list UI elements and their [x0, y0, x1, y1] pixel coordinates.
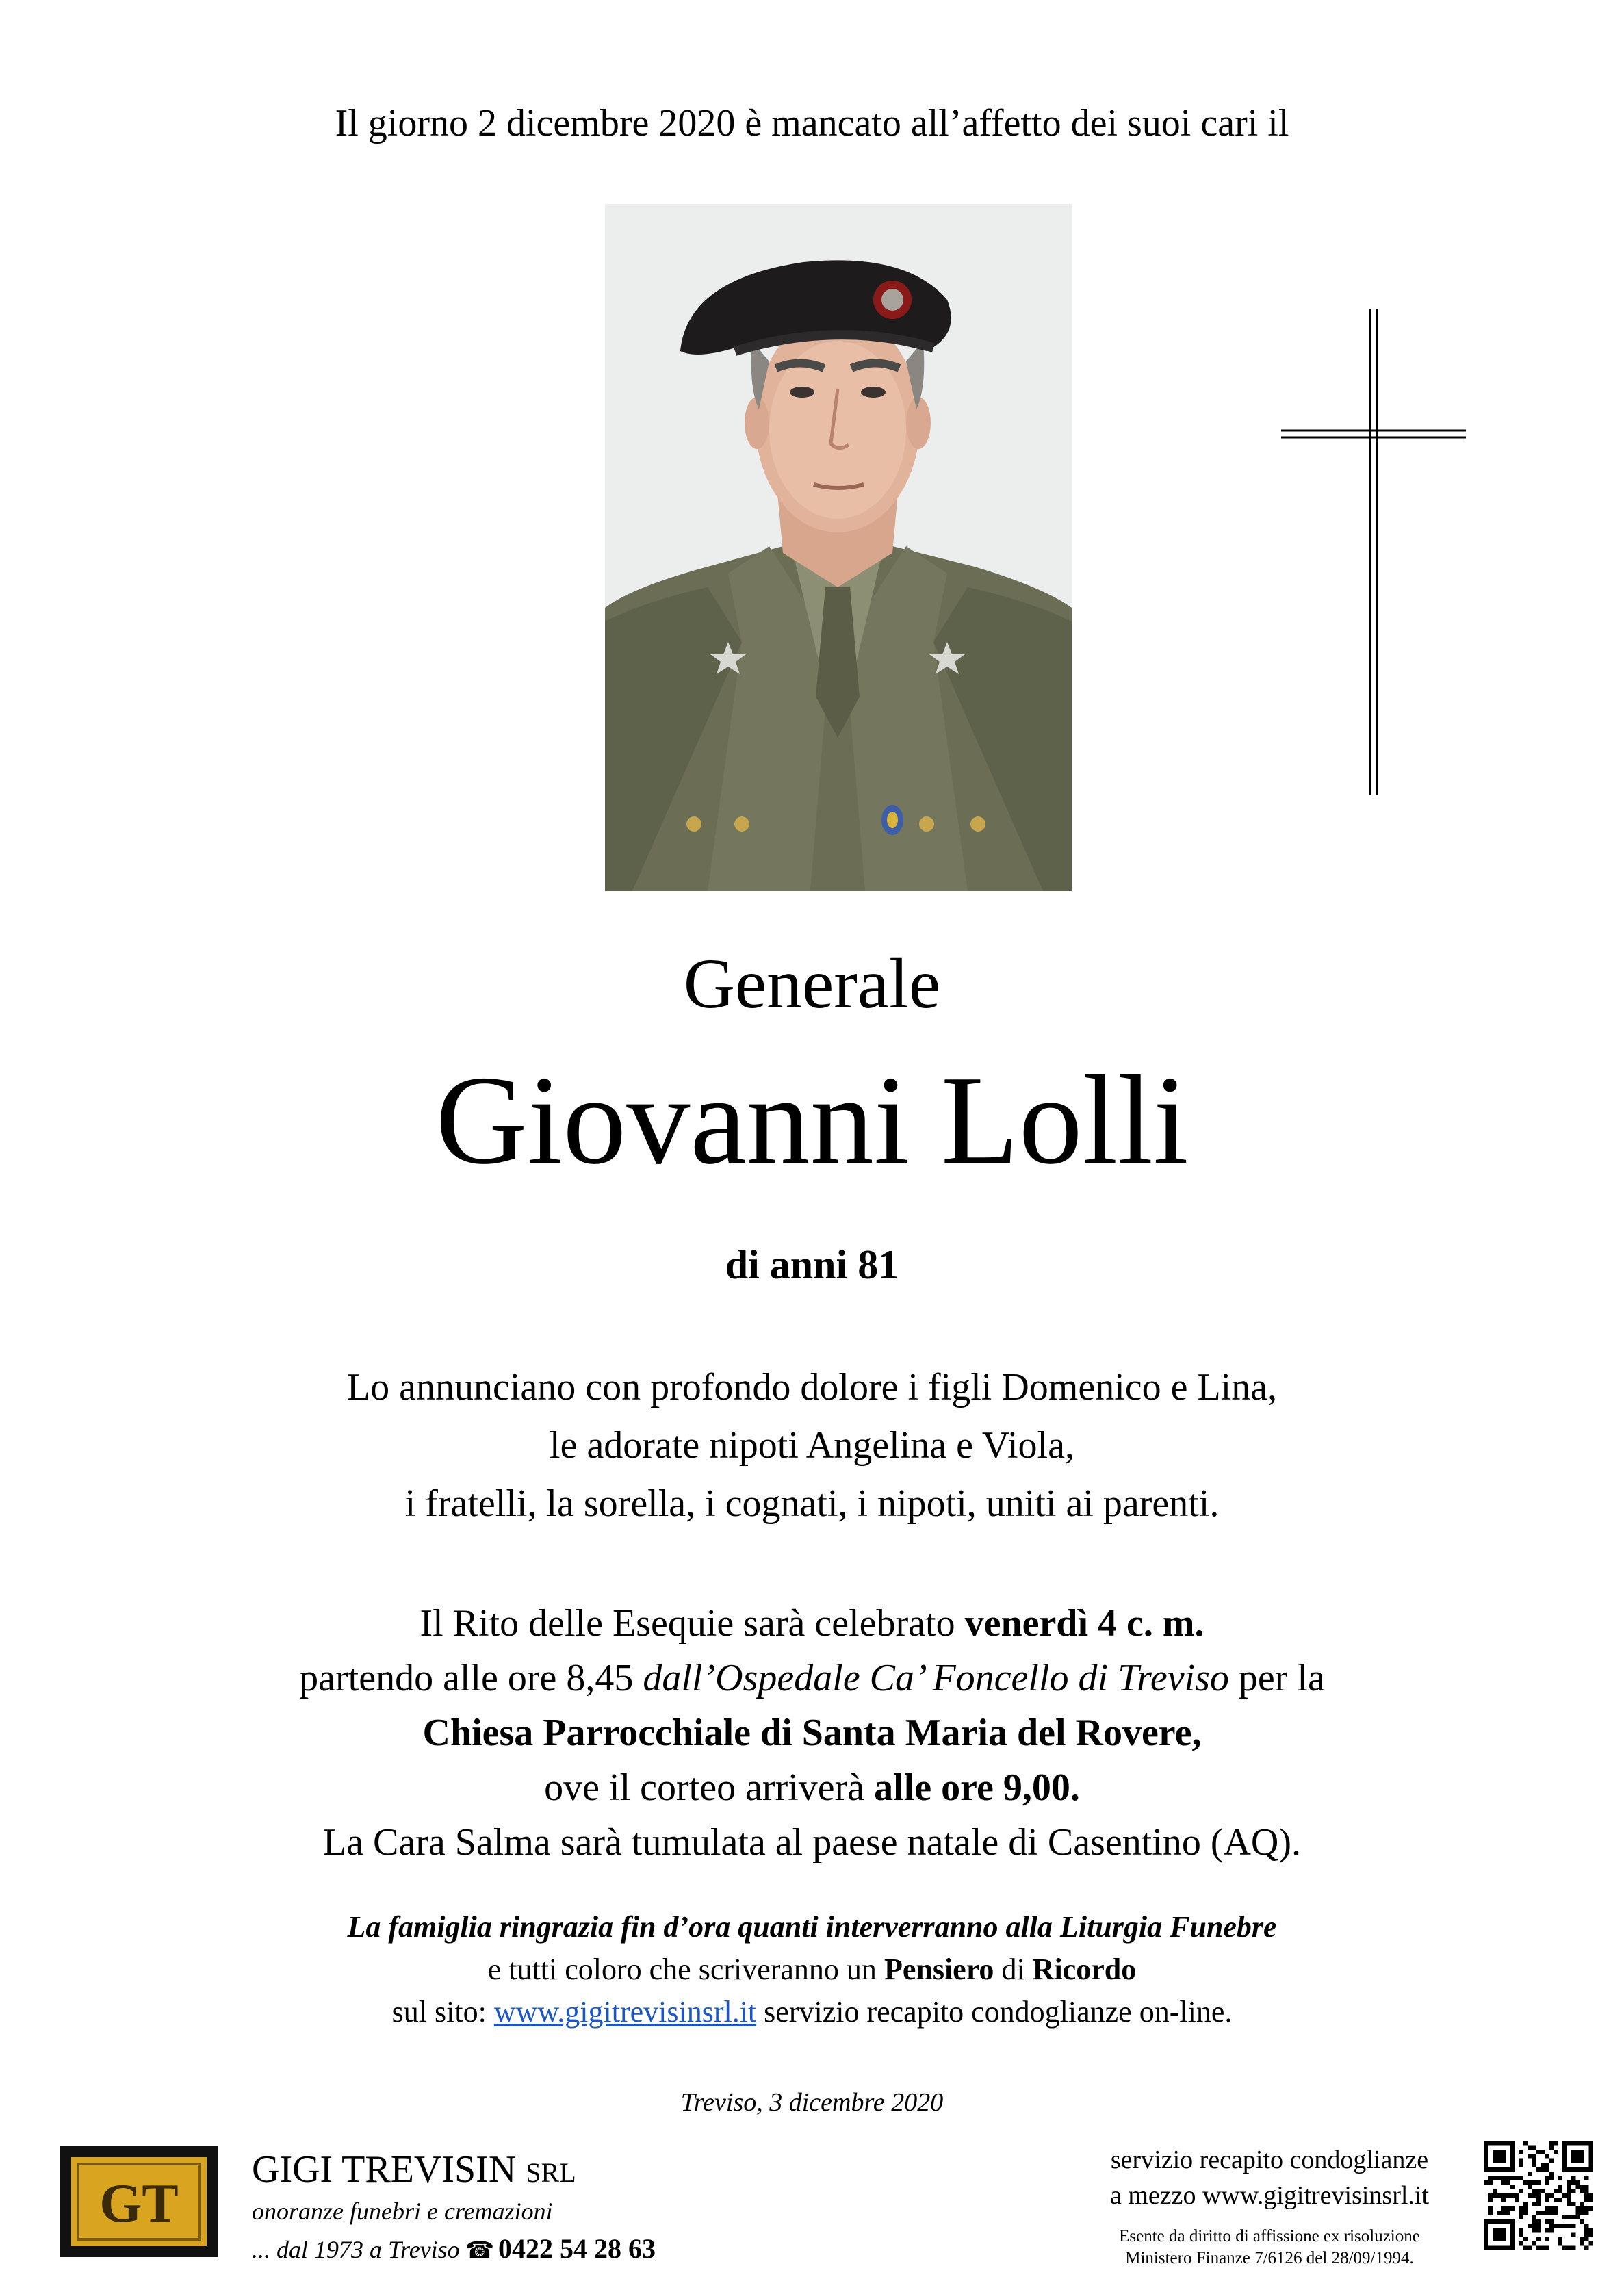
church-name: [0, 1711, 1624, 1755]
thanks-text: di: [994, 1953, 1033, 1986]
website-link[interactable]: www.gigitrevisinsrl.it: [493, 1995, 757, 2029]
funeral-line: [0, 1601, 1624, 1645]
thanks-text: e tutti coloro che scriveranno un: [487, 1953, 884, 1986]
place-date: Treviso, 3 dicembre 2020: [680, 2088, 944, 2117]
logo-text: GT: [99, 2174, 179, 2234]
thanks-line: [0, 1952, 1624, 1987]
company-logo: [60, 2146, 218, 2257]
funeral-line: [0, 1766, 1624, 1810]
thanks-text: servizio recapito condoglianze on-line.: [756, 1995, 1233, 2029]
phone-icon: ☎: [465, 2238, 495, 2263]
intro-line: Il giorno 2 dicembre 2020 è mancato all’affetto dei suoi cari il: [335, 102, 1289, 144]
company-name: [252, 2148, 576, 2191]
thanks-text: sul sito:: [391, 1995, 494, 2029]
deceased-age: di anni 81: [725, 1242, 899, 1287]
service-line: a mezzo www.gigitrevisinsrl.it: [1109, 2181, 1430, 2210]
qr-code-icon[interactable]: [1484, 2141, 1593, 2250]
funeral-text: per la: [1228, 1657, 1325, 1699]
condolence-service-note: [1054, 2142, 1485, 2213]
funeral-text: Il Rito delle Esequie sarà celebrato: [420, 1602, 965, 1645]
exemption-line: Ministero Finanze 7/6126 del 28/09/1994.: [1125, 2249, 1414, 2267]
departure-place: dall’Ospedale Ca’ Foncello di Treviso: [643, 1657, 1229, 1699]
company-name-text: GIGI TREVISIN: [252, 2148, 517, 2191]
company-suffix: SRL: [526, 2157, 576, 2188]
burial-line: La Cara Salma sarà tumulata al paese natale di Casentino (AQ).: [322, 1821, 1301, 1864]
thanks-line: La famiglia ringrazia fin d’ora quanti interverranno alla Liturgia Funebre: [347, 1910, 1277, 1944]
deceased-name: Giovanni Lolli: [435, 1050, 1189, 1191]
thanks-emphasis: Pensiero: [884, 1953, 994, 1986]
service-line: servizio recapito condoglianze: [1110, 2146, 1429, 2174]
thanks-line: [0, 1994, 1624, 2029]
thanks-emphasis: Ricordo: [1032, 1953, 1137, 1986]
announcement-line: le adorate nipoti Angelina e Viola,: [550, 1424, 1074, 1467]
company-contact: [252, 2232, 656, 2265]
announcement-line: i fratelli, la sorella, i cognati, i nipoti, uniti ai parenti.: [404, 1482, 1220, 1525]
exemption-line: Esente da diritto di affissione ex risoluzione: [1119, 2227, 1420, 2245]
company-tagline: onoranze funebri e cremazioni: [252, 2198, 553, 2225]
funeral-text: partendo alle ore 8,45: [299, 1657, 643, 1699]
company-phone[interactable]: 0422 54 28 63: [498, 2233, 656, 2264]
portrait-photo: [605, 204, 1072, 891]
arrival-time: alle ore 9,00.: [874, 1766, 1080, 1809]
funeral-line: [0, 1656, 1624, 1700]
deceased-rank: Generale: [683, 944, 941, 1023]
announcement-line: Lo annunciano con profondo dolore i figli Domenico e Lina,: [346, 1366, 1278, 1408]
tax-exemption-note: [1054, 2226, 1485, 2269]
funeral-date: venerdì 4 c. m.: [964, 1602, 1204, 1645]
company-since: ... dal 1973 a Treviso: [252, 2236, 460, 2263]
latin-cross-icon: [1281, 309, 1466, 795]
church-name-text: Chiesa Parrocchiale di Santa Maria del Rovere,: [422, 1712, 1202, 1754]
funeral-text: ove il corteo arriverà: [544, 1766, 875, 1809]
